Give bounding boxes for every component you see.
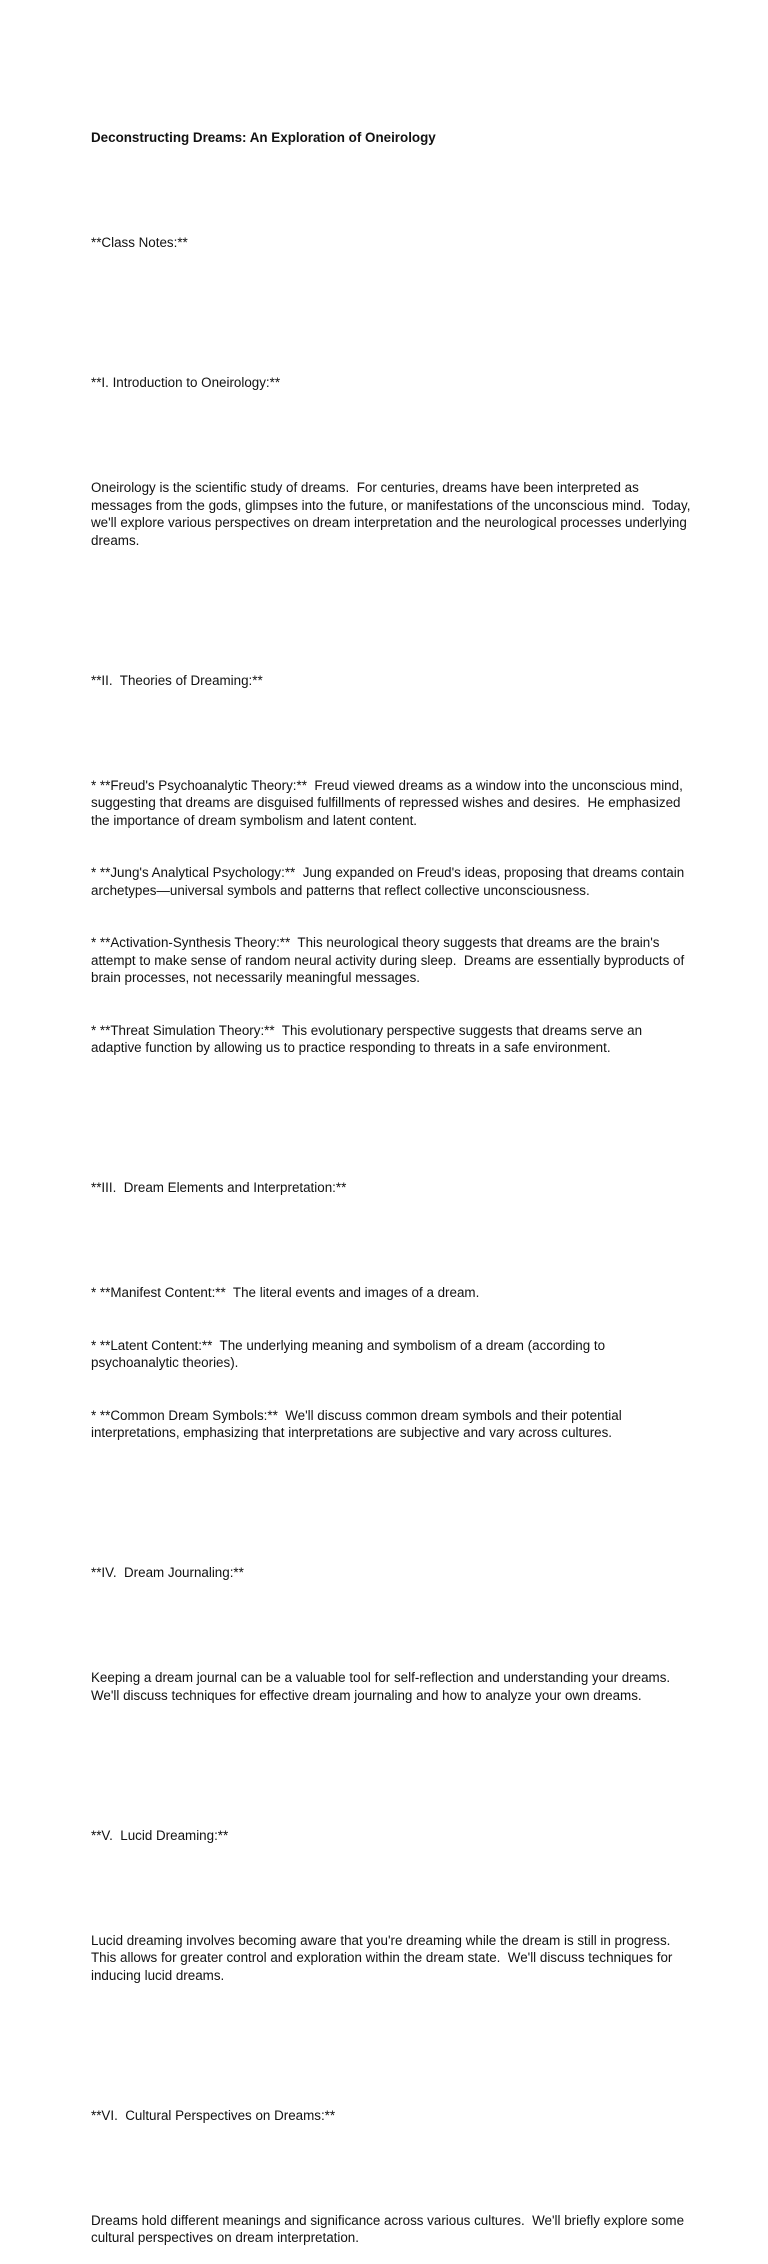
- document-page: [91, 94, 695, 2264]
- spacer: [91, 1739, 691, 1757]
- spacer: [91, 1232, 691, 1250]
- list-item-activation-synthesis: * **Activation-Synthesis Theory:** This neurological theory suggests that dreams are the brain's attempt to make sense of random neural activity during sleep. Dreams are essentially byproducts of brain processes, not necessarily meaningful messages.: [91, 935, 688, 985]
- section-paragraph-journaling: Keeping a dream journal can be a valuable tool for self-reflection and understanding your dreams. We'll discuss techniques for effective dream journaling and how to analyze your own dreams.: [91, 1670, 678, 1703]
- spacer: [91, 1879, 691, 1897]
- list-item-jung: * **Jung's Analytical Psychology:** Jung expanded on Freud's ideas, proposing that dreams contain archetypes—universal symbols and patterns that reflect collective unconsciousness.: [91, 865, 688, 898]
- section-paragraph-lucid: Lucid dreaming involves becoming aware that you're dreaming while the dream is still in progress. This allows for greater control and exploration within the dream state. We'll discuss techniques for inducing lucid dreams.: [91, 1932, 678, 1983]
- class-notes-label: **Class Notes:**: [91, 235, 188, 250]
- section-heading-lucid: **V. Lucid Dreaming:**: [91, 1827, 229, 1843]
- spacer: [91, 2019, 691, 2037]
- section-paragraph-cultural: Dreams hold different meanings and significance across various cultures. We'll briefly explore some cultural perspectives on dream interpretation.: [91, 2212, 688, 2245]
- spacer: [91, 1477, 691, 1495]
- spacer: [91, 182, 691, 200]
- list-item-freud: * **Freud's Psychoanalytic Theory:** Freud viewed dreams as a window into the unconscious mind, suggesting that dreams are disguised fulfillments of repressed wishes and desires. He emphasized the importance of dream symbolism and latent content.: [91, 777, 687, 828]
- spacer: [91, 724, 691, 742]
- section-heading-cultural: **VI. Cultural Perspectives on Dreams:**: [91, 2107, 336, 2123]
- spacer: [91, 1092, 691, 1110]
- document-title: Deconstructing Dreams: An Exploration of Oneirology: [91, 130, 436, 145]
- section-heading-elements: **III. Dream Elements and Interpretation:**: [91, 1180, 347, 1195]
- section-heading-journaling: **IV. Dream Journaling:**: [91, 1565, 244, 1580]
- list-item-threat-simulation: * **Threat Simulation Theory:** This evolutionary perspective suggests that dreams serve an adaptive function by allowing us to practice responding to threats in a safe environment.: [91, 1022, 646, 1055]
- list-item-common-symbols: * **Common Dream Symbols:** We'll discuss common dream symbols and their potential interpretations, emphasizing that interpretations are subjective and vary across cultures.: [91, 1407, 626, 1440]
- section-paragraph-intro: Oneirology is the scientific study of dreams. For centuries, dreams have been interpreted as messages from the gods, glimpses into the future, or manifestations of the unconscious mind. Today, we'll explore various perspectives on dream interpretation and the neurological processes underlying dreams.: [91, 480, 695, 548]
- spacer: [91, 287, 691, 305]
- spacer: [91, 584, 691, 602]
- spacer: [91, 1617, 691, 1635]
- section-heading-intro: **I. Introduction to Oneirology:**: [91, 375, 281, 390]
- spacer: [91, 427, 691, 445]
- spacer: [91, 2159, 691, 2177]
- section-heading-theories: **II. Theories of Dreaming:**: [91, 672, 263, 688]
- list-item-latent-content: * **Latent Content:** The underlying meaning and symbolism of a dream (according to psychoanalytic theories).: [91, 1337, 609, 1370]
- list-item-manifest-content: * **Manifest Content:** The literal events and images of a dream.: [91, 1285, 480, 1300]
